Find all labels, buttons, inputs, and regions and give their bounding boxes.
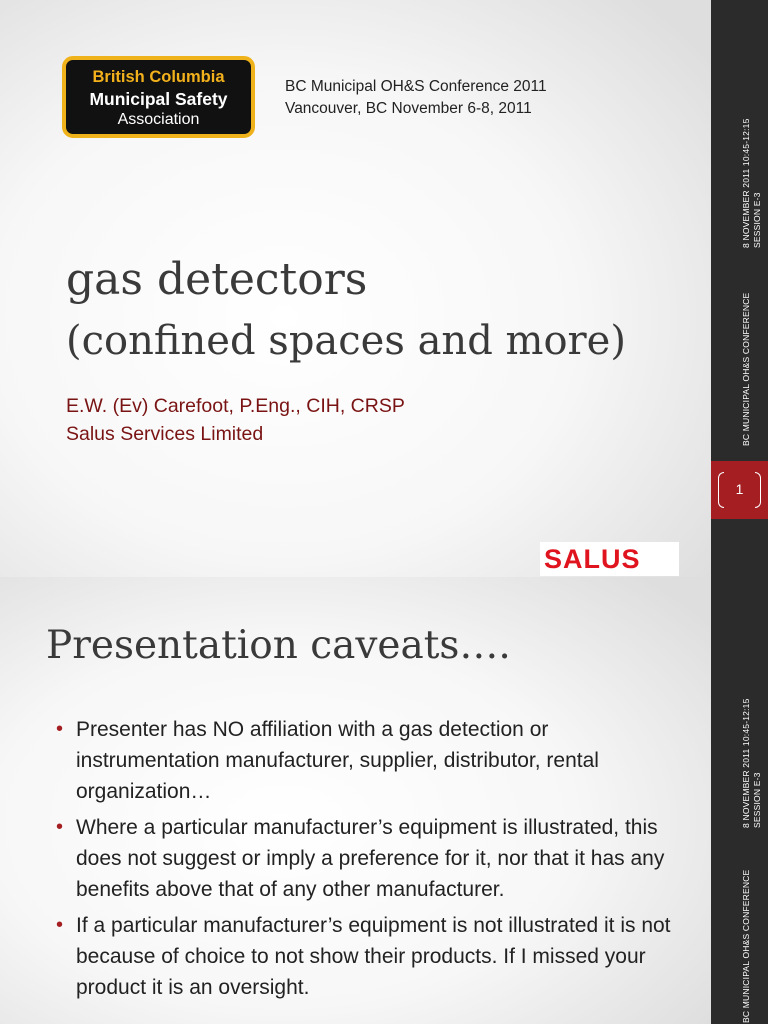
slide-title: gas detectors [66, 254, 368, 305]
sidebar [711, 577, 768, 1024]
bullet-icon: • [56, 718, 64, 740]
page-number: 1 [735, 481, 744, 497]
bullet-icon: • [56, 816, 64, 838]
sidebar-session: SESSION E-3 [752, 772, 762, 828]
logo-line-2: Municipal Safety [89, 89, 228, 109]
company-name: Salus Services Limited [66, 423, 264, 445]
logo-line-3: Association [117, 111, 200, 128]
right-bracket-icon [755, 472, 761, 508]
bcmsa-logo [62, 56, 255, 138]
sidebar-session: SESSION E-3 [752, 192, 762, 248]
author-block [66, 392, 405, 448]
sidebar-conference: BC MUNICIPAL OH&S CONFERENCE [741, 292, 751, 446]
bullet-list [56, 714, 686, 1008]
conference-name: BC Municipal OH&S Conference 2011 [285, 78, 547, 95]
logo-line-1: British Columbia [92, 68, 225, 86]
conference-location-date: Vancouver, BC November 6-8, 2011 [285, 100, 532, 117]
slide-subtitle: (confined spaces and more) [66, 318, 626, 364]
bullet-text: If a particular manufacturer’s equipment is not illustrated it is not because of choice to not show their products. If I missed your product it is an oversight. [76, 914, 671, 999]
sidebar-conference: BC MUNICIPAL OH&S CONFERENCE [741, 869, 751, 1023]
list-item [56, 910, 686, 1003]
list-item [56, 812, 686, 905]
page-number-badge [711, 461, 768, 519]
list-item [56, 714, 686, 807]
caveats-slide [0, 577, 768, 1024]
conference-info [285, 76, 547, 120]
sidebar-date: 8 NOVEMBER 2011 10:45-12:15 [741, 118, 751, 248]
bullet-text: Presenter has NO affiliation with a gas detection or instrumentation manufacturer, supplier, distributor, rental organization… [76, 718, 599, 803]
salus-logo [540, 542, 679, 576]
slide-title: Presentation caveats…. [46, 623, 511, 668]
slide-content [0, 577, 711, 1024]
bullet-text: Where a particular manufacturer’s equipment is illustrated, this does not suggest or imply a preference for it, nor that it has any benefits above that of any other manufacturer. [76, 816, 665, 901]
salus-logo-text: SALUS [544, 544, 641, 574]
sidebar-date: 8 NOVEMBER 2011 10:45-12:15 [741, 698, 751, 828]
author-name: E.W. (Ev) Carefoot, P.Eng., CIH, CRSP [66, 395, 405, 417]
bullet-icon: • [56, 914, 64, 936]
